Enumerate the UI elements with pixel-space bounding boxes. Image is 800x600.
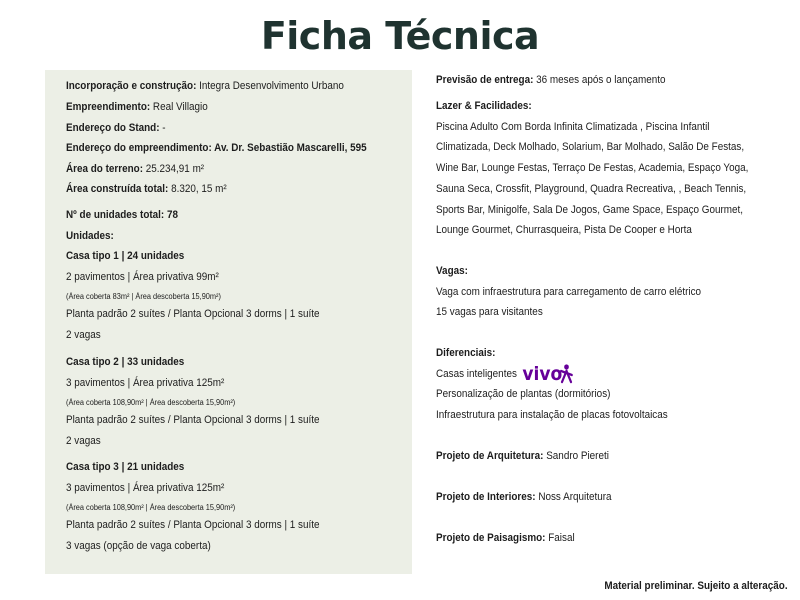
footer-disclaimer: Material preliminar. Sujeito a alteração. bbox=[604, 580, 788, 592]
lazer-line: Lounge Gourmet, Churrasqueira, Pista De Cooper e Horta bbox=[436, 224, 692, 236]
interiores-line: Projeto de Interiores: Noss Arquitetura bbox=[436, 491, 612, 503]
casa-1-heading: Casa tipo 1 | 24 unidades bbox=[66, 250, 185, 262]
lazer-line: Piscina Adulto Com Borda Infinita Climatizada , Piscina Infantil bbox=[436, 121, 710, 133]
endereco-empreendimento-line: Endereço do empreendimento: Av. Dr. Sebastião Mascarelli, 595 bbox=[66, 142, 367, 154]
casa-3-vagas: 3 vagas (opção de vaga coberta) bbox=[66, 540, 211, 552]
diferenciais-line: Personalização de plantas (dormitórios) bbox=[436, 388, 611, 400]
vagas-line: Vaga com infraestrutura para carregamento de carro elétrico bbox=[436, 286, 702, 298]
num-unidades-line: Nº de unidades total: 78 bbox=[66, 209, 178, 221]
diferenciais-line: Infraestrutura para instalação de placas fotovoltaicas bbox=[436, 409, 668, 421]
diferenciais-label: Diferenciais: bbox=[436, 347, 496, 359]
vagas-label: Vagas: bbox=[436, 265, 468, 277]
casa-1-areas: (Área coberta 83m² | Área descoberta 15,90m²) bbox=[66, 292, 221, 301]
lazer-line: Sports Bar, Minigolfe, Sala De Jogos, Game Space, Espaço Gourmet, bbox=[436, 204, 744, 216]
casas-inteligentes-line: Casas inteligentes vivo bbox=[436, 363, 573, 385]
lazer-line: Climatizada, Deck Molhado, Solarium, Bar Molhado, Salão De Festas, bbox=[436, 141, 745, 153]
incorporacao-line: Incorporação e construção: Integra Desenvolvimento Urbano bbox=[66, 80, 344, 92]
lazer-line: Sauna Seca, Crossfit, Playground, Quadra Recreativa, , Beach Tennis, bbox=[436, 183, 747, 195]
casa-3-pavimentos: 3 pavimentos | Área privativa 125m² bbox=[66, 482, 225, 494]
lazer-label: Lazer & Facilidades: bbox=[436, 100, 532, 112]
area-construida-line: Área construída total: 8.320, 15 m² bbox=[66, 183, 227, 195]
casa-1-planta: Planta padrão 2 suítes / Planta Opcional 3 dorms | 1 suíte bbox=[66, 308, 320, 320]
casa-3-heading: Casa tipo 3 | 21 unidades bbox=[66, 461, 185, 473]
page-title: Ficha Técnica bbox=[260, 14, 540, 58]
empreendimento-line: Empreendimento: Real Villagio bbox=[66, 101, 208, 113]
arquitetura-line: Projeto de Arquitetura: Sandro Piereti bbox=[436, 450, 609, 462]
casa-2-planta: Planta padrão 2 suítes / Planta Opcional 3 dorms | 1 suíte bbox=[66, 414, 320, 426]
casa-1-vagas: 2 vagas bbox=[66, 329, 101, 341]
casa-2-areas: (Área coberta 108,90m² | Área descoberta 15,90m²) bbox=[66, 398, 236, 407]
vagas-line: 15 vagas para visitantes bbox=[436, 306, 543, 318]
area-terreno-line: Área do terreno: 25.234,91 m² bbox=[66, 163, 205, 175]
vivo-logo-icon bbox=[522, 363, 572, 385]
casa-2-heading: Casa tipo 2 | 33 unidades bbox=[66, 356, 185, 368]
paisagismo-line: Projeto de Paisagismo: Faisal bbox=[436, 532, 575, 544]
casa-2-vagas: 2 vagas bbox=[66, 435, 101, 447]
unidades-label: Unidades: bbox=[66, 230, 114, 242]
casa-3-areas: (Área coberta 108,90m² | Área descoberta 15,90m²) bbox=[66, 503, 236, 512]
casa-2-pavimentos: 3 pavimentos | Área privativa 125m² bbox=[66, 377, 225, 389]
casa-1-pavimentos: 2 pavimentos | Área privativa 99m² bbox=[66, 271, 219, 283]
stand-line: Endereço do Stand: - bbox=[66, 122, 166, 134]
casa-3-planta: Planta padrão 2 suítes / Planta Opcional 3 dorms | 1 suíte bbox=[66, 519, 320, 531]
svg-text:vivo: vivo bbox=[522, 363, 563, 386]
previsao-line: Previsão de entrega: 36 meses após o lançamento bbox=[436, 74, 666, 86]
lazer-line: Wine Bar, Lounge Festas, Terraço De Festas, Academia, Espaço Yoga, bbox=[436, 162, 749, 174]
